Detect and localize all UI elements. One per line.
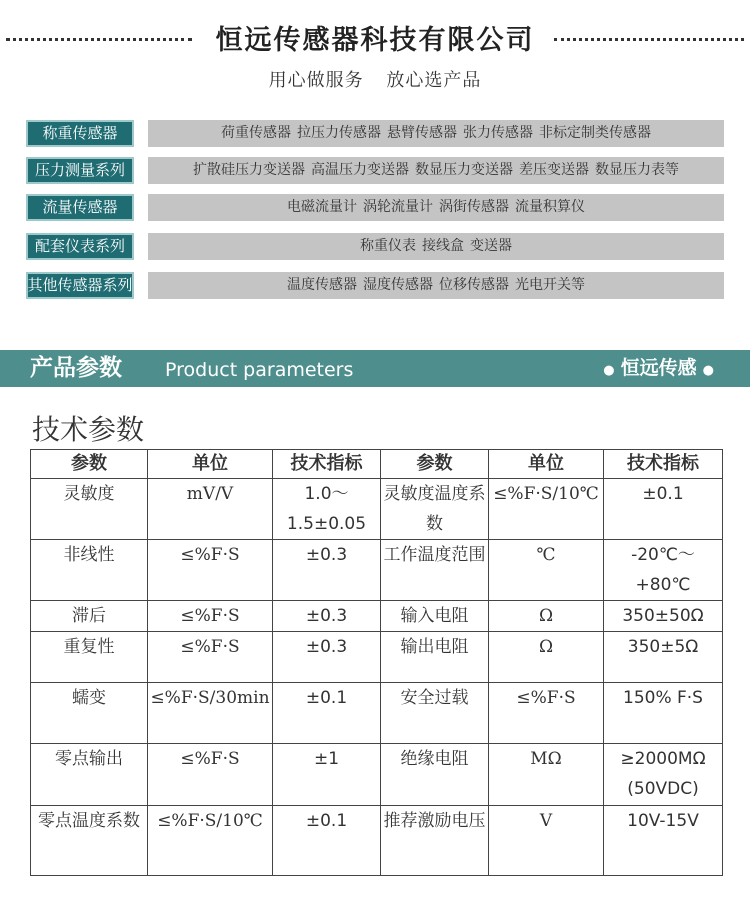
category-item[interactable]: 变送器	[470, 238, 512, 254]
table-row	[31, 806, 723, 876]
category-row	[26, 120, 724, 147]
table-cell: 安全过载	[381, 683, 489, 744]
category-label[interactable]: 其他传感器系列	[26, 272, 134, 299]
table-cell: ±0.1	[273, 806, 381, 876]
table-cell: ±0.3	[273, 632, 381, 683]
category-item[interactable]: 数显压力变送器	[415, 162, 513, 178]
bullet-icon: ●	[603, 363, 615, 378]
category-items	[148, 233, 724, 260]
banner-brand	[597, 350, 720, 389]
category-item[interactable]: 湿度传感器	[363, 277, 433, 293]
table-cell: 输出电阻	[381, 632, 489, 683]
category-item[interactable]: 悬臂传感器	[387, 125, 457, 141]
company-header	[0, 16, 750, 56]
category-item[interactable]: 接线盒	[422, 238, 464, 254]
table-row	[31, 479, 723, 540]
table-row	[31, 540, 723, 601]
table-cell: ≤%F·S/10℃	[148, 806, 273, 876]
banner-subtitle: Product parameters	[165, 359, 354, 381]
table-cell: mV/V	[148, 479, 273, 540]
slogan-part-2: 放心选产品	[386, 70, 482, 91]
table-cell: V	[489, 806, 604, 876]
table-header-cell: 单位	[489, 450, 604, 479]
table-cell: 150% F·S	[604, 683, 723, 744]
table-cell: ≤%F·S	[148, 744, 273, 806]
table-header-cell: 单位	[148, 450, 273, 479]
table-row	[31, 683, 723, 744]
table-header-cell: 参数	[381, 450, 489, 479]
category-item[interactable]: 数显压力表等	[595, 162, 679, 178]
table-cell: 零点温度系数	[31, 806, 148, 876]
category-item[interactable]: 位移传感器	[439, 277, 509, 293]
table-header-row	[31, 450, 723, 479]
table-cell: 推荐激励电压	[381, 806, 489, 876]
category-item[interactable]: 涡轮流量计	[363, 199, 433, 215]
table-cell: 350±5Ω	[604, 632, 723, 683]
table-cell: 输入电阻	[381, 601, 489, 632]
category-items	[148, 272, 724, 299]
table-cell: -20℃～+80℃	[604, 540, 723, 601]
category-item[interactable]: 扩散硅压力变送器	[193, 162, 305, 178]
category-label[interactable]: 称重传感器	[26, 120, 134, 147]
category-label[interactable]: 流量传感器	[26, 194, 134, 221]
table-cell: 零点输出	[31, 744, 148, 806]
category-row	[26, 272, 724, 299]
bullet-icon: ●	[702, 363, 714, 378]
table-cell: ≤%F·S	[148, 540, 273, 601]
table-cell: 蠕变	[31, 683, 148, 744]
table-cell: 绝缘电阻	[381, 744, 489, 806]
table-row	[31, 632, 723, 683]
table-cell: ℃	[489, 540, 604, 601]
table-cell: 10V-15V	[604, 806, 723, 876]
table-header-cell: 技术指标	[273, 450, 381, 479]
slogan	[0, 66, 750, 92]
category-item[interactable]: 光电开关等	[515, 277, 585, 293]
table-cell: ≤%F·S/10℃	[489, 479, 604, 540]
right-dotted-line	[554, 38, 744, 41]
table-cell: 350±50Ω	[604, 601, 723, 632]
category-row	[26, 233, 724, 260]
category-items	[148, 120, 724, 147]
table-cell: Ω	[489, 601, 604, 632]
category-item[interactable]: 涡街传感器	[439, 199, 509, 215]
table-cell: ±0.1	[604, 479, 723, 540]
table-cell: MΩ	[489, 744, 604, 806]
tech-params-title: 技术参数	[32, 413, 145, 446]
slogan-part-1: 用心做服务	[268, 70, 364, 91]
table-header-cell: 技术指标	[604, 450, 723, 479]
table-cell: 重复性	[31, 632, 148, 683]
category-item[interactable]: 流量积算仪	[515, 199, 585, 215]
company-name: 恒远传感器科技有限公司	[215, 25, 535, 56]
table-cell: ≤%F·S	[148, 601, 273, 632]
table-cell: ±0.3	[273, 540, 381, 601]
banner-title: 产品参数	[30, 355, 122, 381]
category-items	[148, 157, 724, 184]
table-cell: 滞后	[31, 601, 148, 632]
table-cell: ±1	[273, 744, 381, 806]
category-item[interactable]: 张力传感器	[463, 125, 533, 141]
banner-brand-text: 恒远传感	[620, 357, 697, 379]
category-item[interactable]: 拉压力传感器	[297, 125, 381, 141]
category-item[interactable]: 温度传感器	[287, 277, 357, 293]
table-cell: 非线性	[31, 540, 148, 601]
table-cell: 工作温度范围	[381, 540, 489, 601]
table-cell: ±0.3	[273, 601, 381, 632]
category-label[interactable]: 配套仪表系列	[26, 233, 134, 260]
table-cell: 1.0～1.5±0.05	[273, 479, 381, 540]
category-row	[26, 194, 724, 221]
table-cell: 灵敏度	[31, 479, 148, 540]
spec-table	[30, 449, 723, 876]
category-item[interactable]: 称重仪表	[360, 238, 416, 254]
category-item[interactable]: 荷重传感器	[221, 125, 291, 141]
table-row	[31, 744, 723, 806]
table-header-cell: 参数	[31, 450, 148, 479]
category-item[interactable]: 非标定制类传感器	[539, 125, 651, 141]
category-row	[26, 157, 724, 184]
category-item[interactable]: 差压变送器	[519, 162, 589, 178]
table-row	[31, 601, 723, 632]
table-cell: ≤%F·S	[489, 683, 604, 744]
product-parameters-banner	[0, 350, 750, 387]
category-label[interactable]: 压力测量系列	[26, 157, 134, 184]
table-cell: ≤%F·S	[148, 632, 273, 683]
category-item[interactable]: 电磁流量计	[287, 199, 357, 215]
category-item[interactable]: 高温压力变送器	[311, 162, 409, 178]
table-cell: 灵敏度温度系数	[381, 479, 489, 540]
table-cell: ≥2000MΩ (50VDC)	[604, 744, 723, 806]
table-cell: ≤%F·S/30min	[148, 683, 273, 744]
category-items	[148, 194, 724, 221]
table-cell: Ω	[489, 632, 604, 683]
table-cell: ±0.1	[273, 683, 381, 744]
